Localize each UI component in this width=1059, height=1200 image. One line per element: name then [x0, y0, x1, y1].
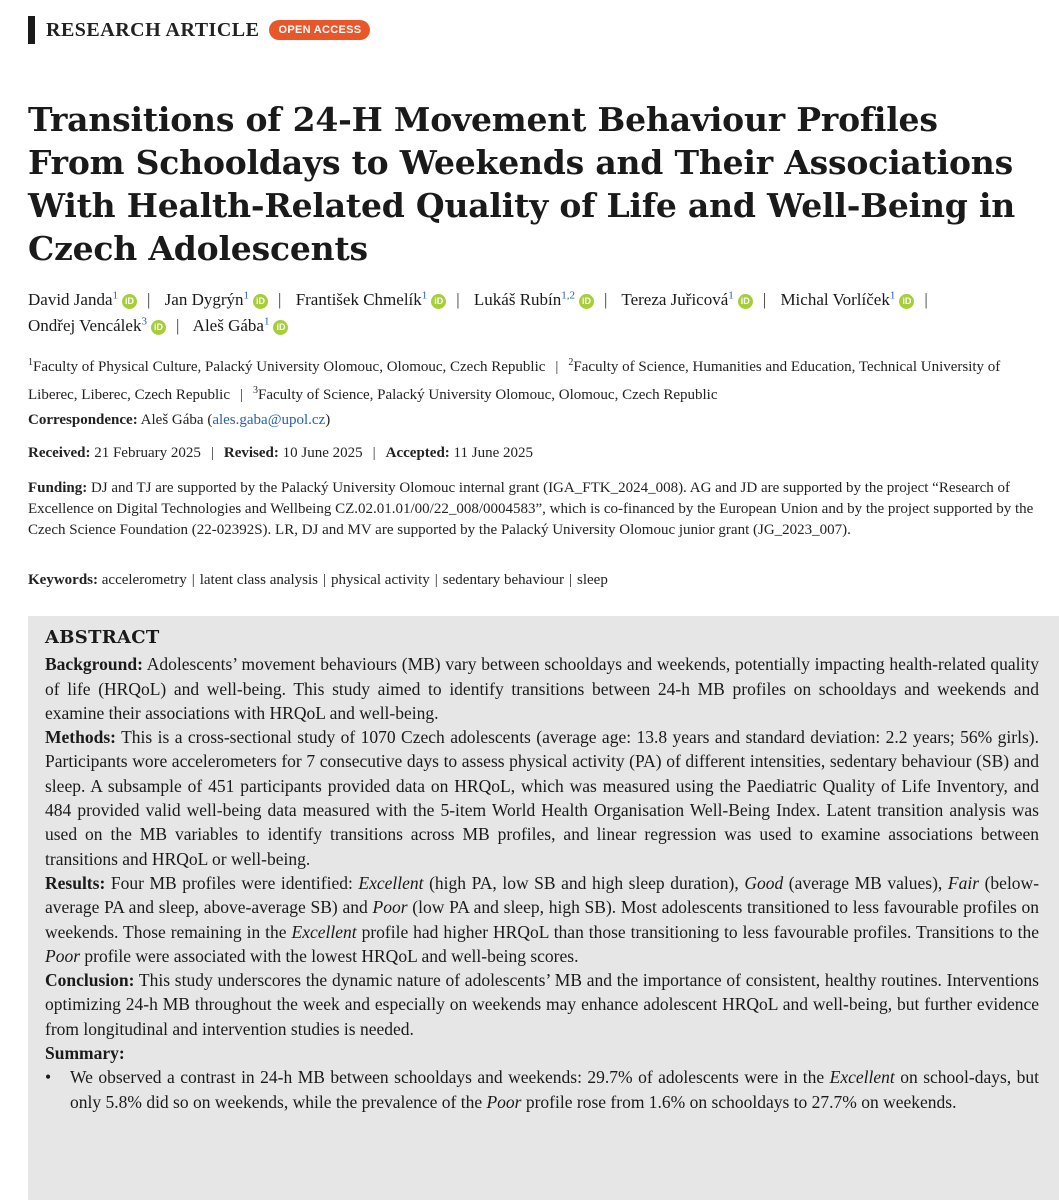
- header-bar: [28, 16, 35, 44]
- article-header: [28, 16, 370, 44]
- article-type: RESEARCH ARTICLE: [46, 18, 260, 41]
- keywords: Keywords: accelerometry | latent class analysis | physical activity | sedentary behaviour | sleep: [28, 572, 608, 588]
- orcid-icon[interactable]: iD: [431, 294, 446, 309]
- keyword[interactable]: sleep: [577, 572, 608, 588]
- abstract-results: Results: Four MB profiles were identified: Excellent (high PA, low SB and high sleep duration), Good (average MB values), Fair (below-average PA and sleep, above-average SB) and Poor (low PA and sleep, high SB). Most adolescents transitioned to less favourable profiles on weekends. Those remaining in the Excellent profile had higher HRQoL than those transitioning to less favourable profiles. Transitions to the Poor profile were associated with the lowest HRQoL and well-being scores.: [45, 872, 1040, 966]
- keyword[interactable]: latent class analysis: [199, 572, 319, 588]
- article-title: Transitions of 24-H Movement Behaviour Profiles From Schooldays to Weekends and Their Associations With Health-Related Quality of Life and Well-Being in Czech Adolescents: [28, 100, 1016, 268]
- bullet-icon: •: [45, 1067, 52, 1088]
- abstract-box: [28, 616, 1059, 1200]
- orcid-icon[interactable]: iD: [738, 294, 753, 309]
- author[interactable]: Tereza Juřicová$^1$ iD: [621, 290, 752, 309]
- author[interactable]: Ondřej Vencálek$^3$ iD: [28, 316, 166, 335]
- affiliations: $^1$Faculty of Physical Culture, Palacký University Olomouc, Olomouc, Czech Republic | $^2$Faculty of Science, Humanities and Education, Technical University of Liberec, Liberec, Czech Republic | $^3$Faculty of Science, Palacký University Olomouc, Olomouc, Czech Republic: [28, 357, 1001, 403]
- author-list: David Janda$^1$ iD | Jan Dygrýn$^1$ iD | František Chmelík$^1$ iD | Lukáš Rubín$^{1,2}$ iD | Tereza Juřicová$^1$ iD | Michal Vorlíček$^1$ iD | Ondřej Vencálek$^3$ iD | Aleš Gába$^1$ iD: [28, 289, 928, 336]
- author[interactable]: Michal Vorlíček$^1$ iD: [780, 290, 914, 309]
- abstract-methods: Methods: This is a cross-sectional study of 1070 Czech adolescents (average age: 13.8 years and standard deviation: 2.2 years; 56% girls). Participants wore accelerometers for 7 consecutive days to assess physical activity (PA) of different intensities, sedentary behaviour (SB) and sleep. A subsample of 451 participants provided data on HRQoL, which was measured using the Paediatric Quality of Life Inventory, and 484 provided valid well-being data measured with the 5-item World Health Organisation Well-Being Index. Latent transition analysis was used on the MB variables to identify transitions across MB profiles, and linear regression was used to examine associations between transitions and HRQoL or well-being.: [45, 727, 1039, 869]
- orcid-icon[interactable]: iD: [151, 320, 166, 335]
- orcid-icon[interactable]: iD: [899, 294, 914, 309]
- article-dates: Received: 21 February 2025 | Revised: 10 June 2025 | Accepted: 11 June 2025: [28, 445, 533, 461]
- orcid-icon[interactable]: iD: [579, 294, 594, 309]
- author[interactable]: David Janda$^1$ iD: [28, 290, 137, 309]
- keyword[interactable]: sedentary behaviour: [442, 572, 564, 588]
- orcid-icon[interactable]: iD: [122, 294, 137, 309]
- summary-bullet: • We observed a contrast in 24-h MB between schooldays and weekends: 29.7% of adolescents were in the Excellent on school-days, but only 5.8% did so on weekends, while the prevalence of the Poor profile rose from 1.6% on schooldays to 27.7% on weekends.: [45, 1065, 1039, 1114]
- abstract-conclusion: Conclusion: This study underscores the dynamic nature of adolescents’ MB and the importance of consistent, healthy routines. Interventions optimizing 24-h MB throughout the week and especially on weekends may enhance adolescent HRQoL and well-being, but further evidence from longitudinal and intervention studies is needed.: [45, 970, 1039, 1039]
- author[interactable]: František Chmelík$^1$ iD: [296, 290, 447, 309]
- correspondence: Correspondence: Aleš Gába (ales.gaba@upol.cz): [28, 412, 331, 428]
- orcid-icon[interactable]: iD: [253, 294, 268, 309]
- author[interactable]: Jan Dygrýn$^1$ iD: [165, 290, 268, 309]
- keyword[interactable]: accelerometry: [101, 572, 187, 588]
- summary-heading: Summary:: [45, 1043, 125, 1064]
- keyword[interactable]: physical activity: [331, 572, 430, 588]
- author[interactable]: Aleš Gába$^1$ iD: [193, 316, 289, 335]
- abstract-heading: ABSTRACT: [45, 627, 160, 648]
- orcid-icon[interactable]: iD: [273, 320, 288, 335]
- email-link[interactable]: ales.gaba@upol.cz: [212, 412, 326, 428]
- funding: Funding: DJ and TJ are supported by the Palacký University Olomouc internal grant (IGA_FTK_2024_008). AG and JD are supported by the project “Research of Excellence on Digital Technologies and Wellbeing CZ.02.01.01/00/22_008/0004583”, which is co-financed by the European Union and by the project supported by the Czech Science Foundation (22-02392S). LR, DJ and MV are supported by the Palacký University Olomouc junior grant (JG_2023_007).: [28, 480, 1034, 538]
- author[interactable]: Lukáš Rubín$^{1,2}$ iD: [474, 290, 594, 309]
- abstract-background: Background: Adolescents’ movement behaviours (MB) vary between schooldays and weekends, potentially impacting health-related quality of life (HRQoL) and well-being. This study aimed to identify transitions between 24-h MB profiles on schooldays and weekends and examine their associations with HRQoL and well-being.: [45, 654, 1039, 723]
- open-access-badge[interactable]: OPEN ACCESS: [269, 20, 370, 40]
